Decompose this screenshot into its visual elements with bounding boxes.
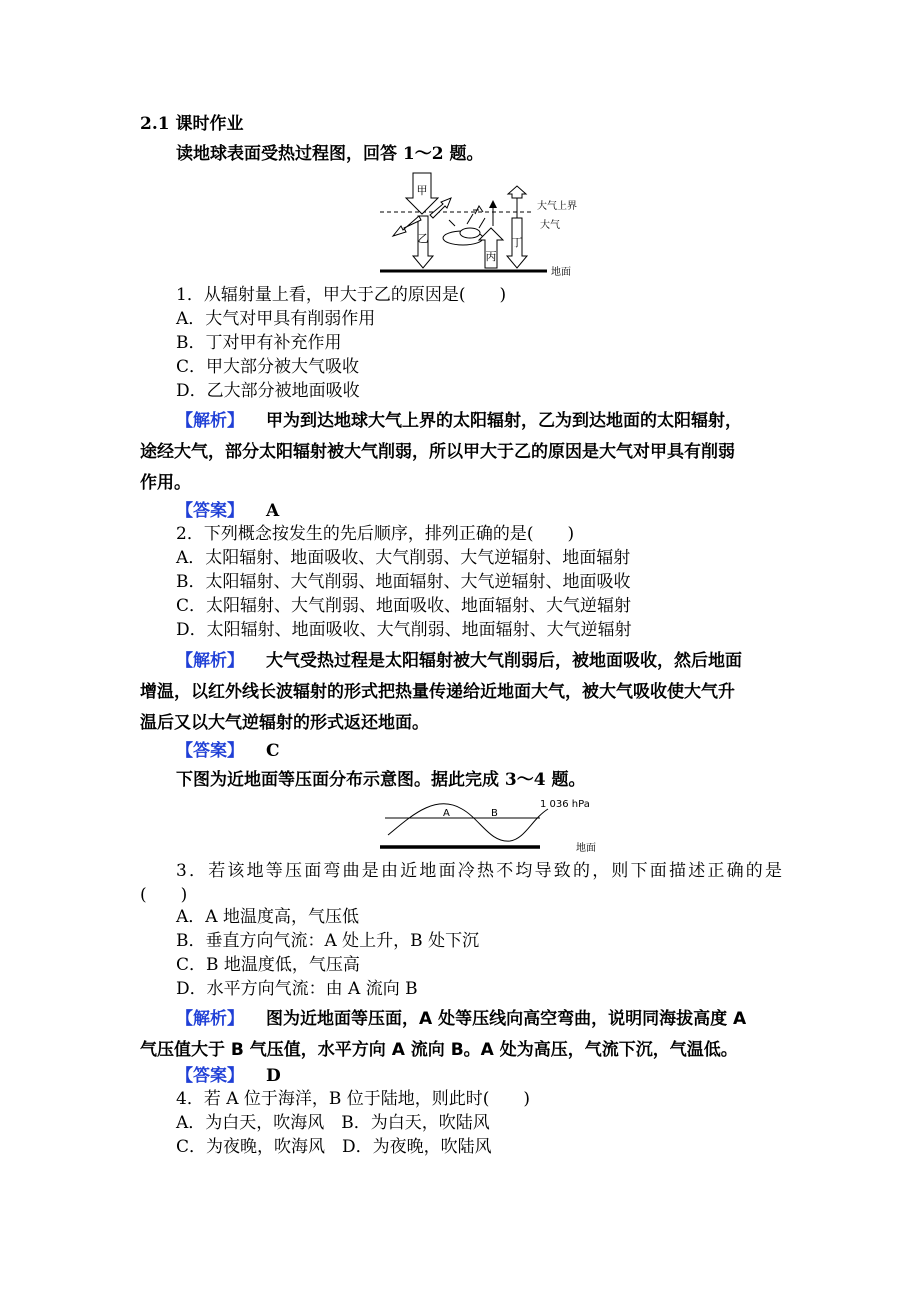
q2-analysis-line-2: 增温，以红外线长波辐射的形式把热量传递给近地面大气，被大气吸收使大气升 (140, 682, 735, 702)
top-of-atmosphere-label: 大气上界 (537, 201, 577, 212)
q1-analysis-line-2: 途经大气，部分太阳辐射被大气削弱，所以甲大于乙的原因是大气对甲具有削弱 (140, 442, 735, 462)
ground-label: 地面 (576, 843, 596, 854)
q2-answer (176, 741, 280, 761)
q1-option-d: D．乙大部分被地面吸收 (176, 381, 360, 401)
q2-option-d: D．太阳辐射、地面吸收、大气削弱、地面辐射、大气逆辐射 (176, 620, 632, 640)
q1-analysis-line-3: 作用。 (140, 473, 191, 493)
q1-answer (176, 501, 279, 521)
q3-answer (176, 1066, 281, 1086)
analysis-tag: 【解析】 (176, 1009, 244, 1029)
q1-analysis-line-1 (176, 411, 742, 431)
q4-options-row-1: A．为白天，吹海风 B．为白天，吹陆风 (176, 1113, 490, 1133)
ground-label: 地面 (551, 267, 571, 278)
q1-option-b: B．丁对甲有补充作用 (176, 333, 342, 353)
q2-option-c: C．太阳辐射、大气削弱、地面吸收、地面辐射、大气逆辐射 (176, 596, 632, 616)
intro-text-2: 下图为近地面等压面分布示意图。据此完成 3～4 题。 (176, 770, 586, 790)
q3-analysis-text-1: 图为近地面等压面，A 处等压线向高空弯曲，说明同海拔高度 A (266, 1009, 747, 1029)
q3-option-d: D．水平方向气流：由 A 流向 B (176, 979, 418, 999)
q3-option-a: A．A 地温度高，气压低 (176, 907, 359, 927)
q2-answer-value: C (266, 741, 280, 761)
q4-stem: 4．若 A 位于海洋，B 位于陆地，则此时( ) (176, 1089, 531, 1109)
yi-label: 乙 (417, 232, 429, 245)
point-a-label: A (443, 808, 450, 819)
point-b-label: B (491, 808, 498, 819)
earth-heating-diagram (375, 168, 590, 280)
q3-option-b: B．垂直方向气流：A 处上升，B 处下沉 (176, 931, 480, 951)
q1-option-c: C．甲大部分被大气吸收 (176, 357, 360, 377)
q1-option-a: A．大气对甲具有削弱作用 (176, 309, 376, 329)
ding-label: 丁 (511, 236, 523, 249)
q3-option-c: C．B 地温度低，气压高 (176, 955, 360, 975)
q1-analysis-text-1: 甲为到达地球大气上界的太阳辐射，乙为到达地面的太阳辐射， (266, 411, 742, 431)
page-title: 2.1 课时作业 (140, 114, 244, 134)
q3-stem-line-2: ( ) (140, 885, 188, 905)
analysis-tag: 【解析】 (176, 411, 244, 431)
q2-option-a: A．太阳辐射、地面吸收、大气削弱、大气逆辐射、地面辐射 (176, 548, 631, 568)
bing-label: 丙 (485, 250, 497, 263)
q3-analysis-line-2: 气压值大于 B 气压值，水平方向 A 流向 B。A 处为高压，气流下沉，气温低。 (140, 1040, 738, 1060)
jia-label: 甲 (416, 184, 428, 197)
pressure-label: 1 036 hPa (540, 799, 590, 810)
q3-stem-line-1: 3．若该地等压面弯曲是由近地面冷热不均导致的，则下面描述正确的是 (176, 861, 782, 881)
q1-stem: 1．从辐射量上看，甲大于乙的原因是( ) (176, 285, 507, 305)
q3-analysis-line-1 (176, 1009, 746, 1029)
intro-text-1: 读地球表面受热过程图，回答 1～2 题。 (176, 144, 484, 164)
answer-tag: 【答案】 (176, 501, 244, 521)
q1-answer-value: A (266, 501, 280, 521)
answer-tag: 【答案】 (176, 1066, 244, 1086)
isobaric-surface-diagram (380, 795, 610, 855)
q2-stem: 2．下列概念按发生的先后顺序，排列正确的是( ) (176, 524, 575, 544)
q2-option-b: B．太阳辐射、大气削弱、地面辐射、大气逆辐射、地面吸收 (176, 572, 631, 592)
q2-analysis-text-1: 大气受热过程是太阳辐射被大气削弱后，被地面吸收，然后地面 (266, 651, 742, 671)
q2-analysis-line-1 (176, 651, 742, 671)
q2-analysis-line-3: 温后又以大气逆辐射的形式返还地面。 (140, 713, 429, 733)
q4-options-row-2: C．为夜晚，吹海风 D．为夜晚，吹陆风 (176, 1137, 492, 1157)
answer-tag: 【答案】 (176, 741, 244, 761)
q3-answer-value: D (266, 1066, 281, 1086)
atmosphere-label: 大气 (540, 220, 560, 231)
analysis-tag: 【解析】 (176, 651, 244, 671)
